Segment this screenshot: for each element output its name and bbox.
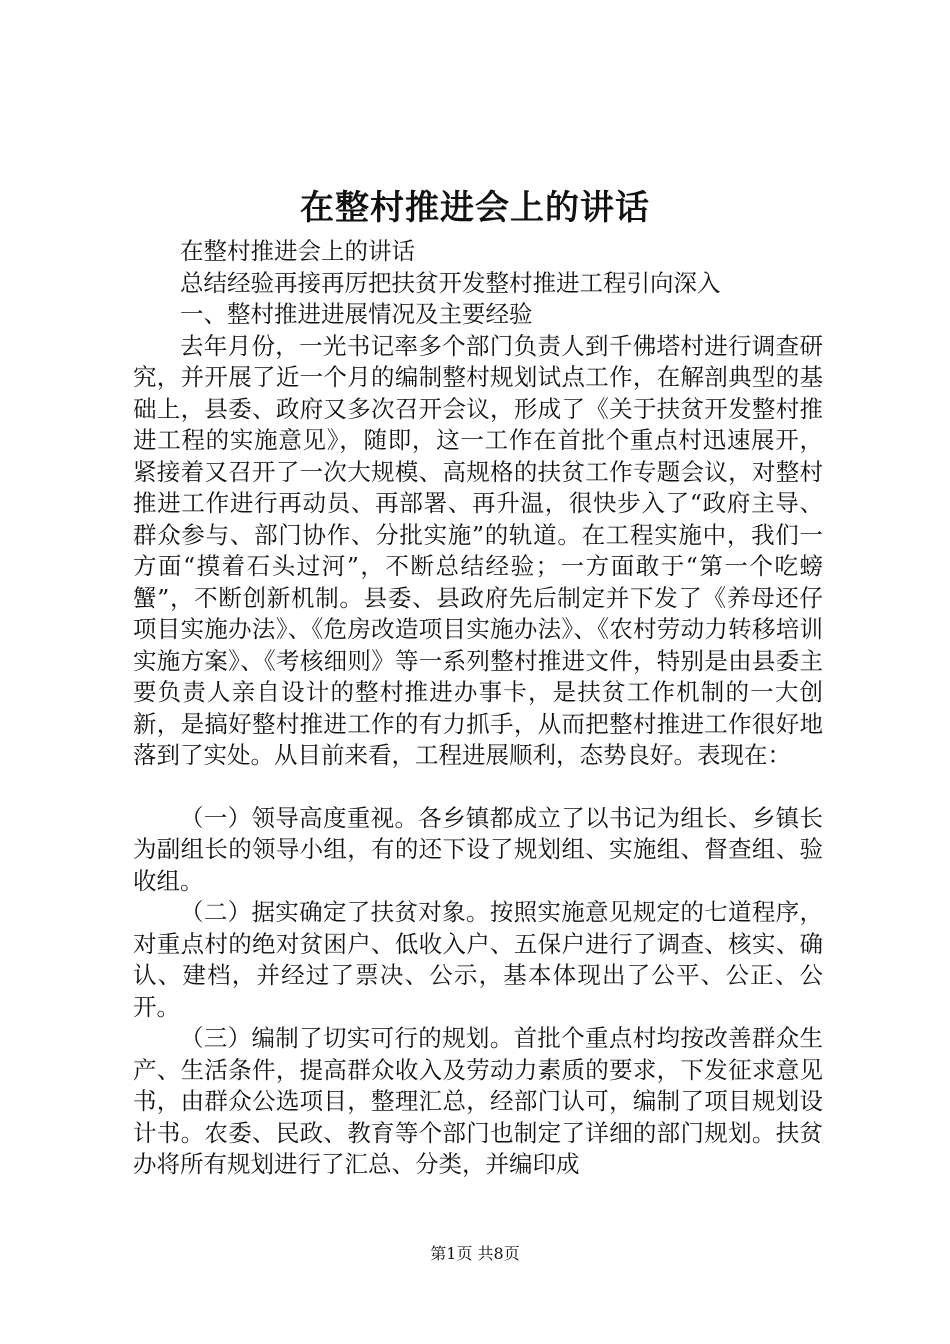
theme-line: 总结经验再接再厉把扶贫开发整村推进工程引向深入: [180, 268, 721, 297]
page-title: 在整村推进会上的讲话: [300, 188, 650, 228]
section-heading: 一、整村推进进展情况及主要经验: [180, 300, 533, 328]
document-body: [133, 236, 823, 1181]
body-paragraph: （一）领导高度重视。各乡镇都成立了以书记为组长、乡镇长为副组长的领导小组，有的还下设了规划组、实施组、督查组、验收组。: [133, 803, 823, 895]
subtitle-line: 在整村推进会上的讲话: [180, 237, 415, 265]
page-footer: 第1页 共8页: [430, 1244, 520, 1263]
body-paragraph: （三）编制了切实可行的规划。首批个重点村均按改善群众生产、生活条件，提高群众收入及劳动力素质的要求，下发征求意见书，由群众公选项目，整理汇总，经部门认可，编制了项目规划设计书。农委、民政、教育等个部门也制定了详细的部门规划。扶贫办将所有规划进行了汇总、分类，并编印成: [133, 1024, 823, 1178]
body-paragraph: 去年月份，一光书记率多个部门负责人到千佛塔村进行调查研究，并开展了近一个月的编制整村规划试点工作，在解剖典型的基础上，县委、政府又多次召开会议，形成了《关于扶贫开发整村推进工程的实施意见》，随即，这一工作在首批个重点村迅速展开，紧接着又召开了一次大规模、高规格的扶贫工作专题会议，对整村推进工作进行再动员、再部署、再升温，很快步入了“政府主导、群众参与、部门协作、分批实施”的轨道。在工程实施中，我们一方面“摸着石头过河”，不断总结经验；一方面敢于“第一个吃螃蟹”，不断创新机制。县委、县政府先后制定并下发了《养母还仔项目实施办法》、《危房改造项目实施办法》、《农村劳动力转移培训实施方案》、《考核细则》等一系列整村推进文件，特别是由县委主要负责人亲自设计的整村推进办事卡，是扶贫工作机制的一大创新，是搞好整村推进工作的有力抓手，从而把整村推进工作很好地落到了实处。从目前来看，工程进展顺利，态势良好。表现在：: [133, 331, 823, 769]
body-paragraph: （二）据实确定了扶贫对象。按照实施意见规定的七道程序，对重点村的绝对贫困户、低收入户、五保户进行了调查、核实、确认、建档，并经过了票决、公示，基本体现出了公平、公正、公开。: [133, 898, 823, 1021]
